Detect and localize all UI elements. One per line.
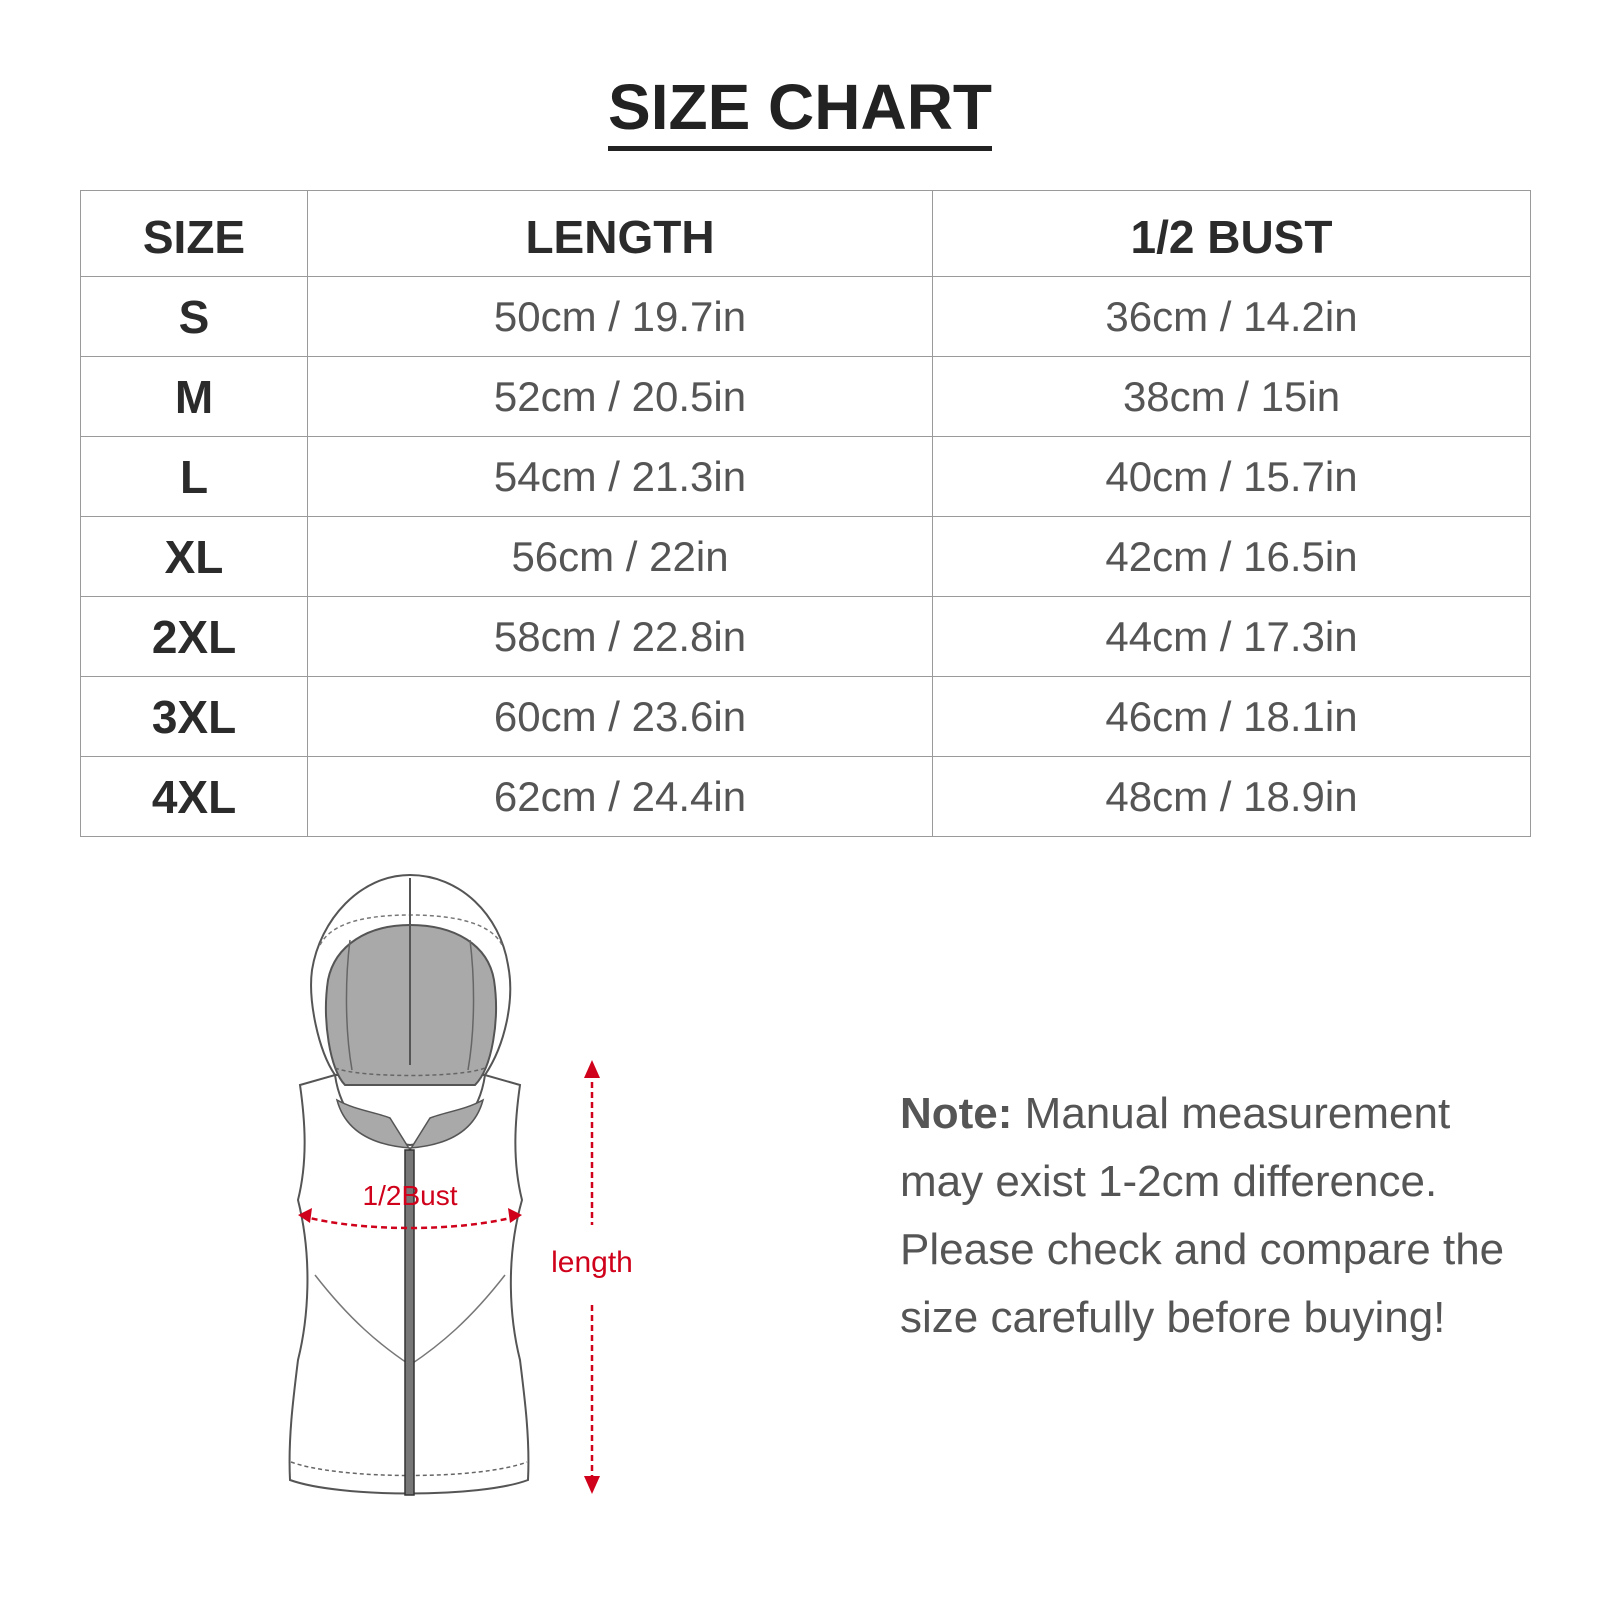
length-cell: 56cm / 22in bbox=[308, 517, 933, 597]
length-cell: 50cm / 19.7in bbox=[308, 277, 933, 357]
bust-cell: 36cm / 14.2in bbox=[933, 277, 1531, 357]
header-length: LENGTH bbox=[308, 191, 933, 277]
length-cell: 54cm / 21.3in bbox=[308, 437, 933, 517]
length-cell: 62cm / 24.4in bbox=[308, 757, 933, 837]
length-cell: 52cm / 20.5in bbox=[308, 357, 933, 437]
size-cell: 3XL bbox=[81, 677, 308, 757]
size-cell: L bbox=[81, 437, 308, 517]
bust-cell: 48cm / 18.9in bbox=[933, 757, 1531, 837]
table-row bbox=[81, 757, 1531, 837]
size-cell: M bbox=[81, 357, 308, 437]
size-table bbox=[80, 190, 1531, 837]
header-bust: 1/2 BUST bbox=[933, 191, 1531, 277]
vest-diagram bbox=[270, 870, 650, 1510]
note-text: Manual measurement may exist 1-2cm difference. Please check and compare the size carefully before buying! bbox=[900, 1089, 1505, 1342]
table-row bbox=[81, 517, 1531, 597]
size-cell: S bbox=[81, 277, 308, 357]
bust-cell: 40cm / 15.7in bbox=[933, 437, 1531, 517]
note-block bbox=[900, 1080, 1540, 1352]
table-row bbox=[81, 277, 1531, 357]
length-cell: 60cm / 23.6in bbox=[308, 677, 933, 757]
page-title bbox=[0, 72, 1600, 151]
bust-label: 1/2Bust bbox=[362, 1180, 458, 1211]
length-arrow-bottom bbox=[584, 1476, 600, 1494]
bust-cell: 46cm / 18.1in bbox=[933, 677, 1531, 757]
length-arrow-top bbox=[584, 1060, 600, 1078]
table-header-row bbox=[81, 191, 1531, 277]
header-size: SIZE bbox=[81, 191, 308, 277]
table-row bbox=[81, 677, 1531, 757]
bust-cell: 38cm / 15in bbox=[933, 357, 1531, 437]
bust-cell: 42cm / 16.5in bbox=[933, 517, 1531, 597]
table-row bbox=[81, 437, 1531, 517]
table-row bbox=[81, 357, 1531, 437]
table-row bbox=[81, 597, 1531, 677]
page-title-text: SIZE CHART bbox=[608, 72, 992, 151]
size-cell: XL bbox=[81, 517, 308, 597]
length-cell: 58cm / 22.8in bbox=[308, 597, 933, 677]
size-cell: 4XL bbox=[81, 757, 308, 837]
size-cell: 2XL bbox=[81, 597, 308, 677]
note-label: Note: bbox=[900, 1089, 1013, 1138]
length-label: length bbox=[551, 1246, 633, 1279]
bust-cell: 44cm / 17.3in bbox=[933, 597, 1531, 677]
